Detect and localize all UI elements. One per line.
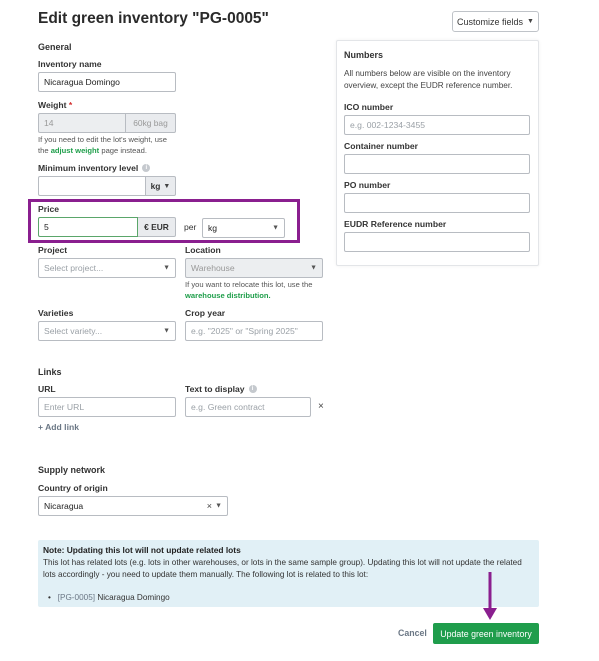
- related-lot-item: [48, 592, 170, 604]
- cancel-button[interactable]: Cancel: [398, 628, 427, 638]
- eudr-reference-label: EUDR Reference number: [344, 219, 447, 229]
- text-to-display-label-text: Text to display: [185, 384, 245, 394]
- project-placeholder: Select project...: [44, 263, 104, 273]
- minimum-inventory-input[interactable]: [38, 176, 146, 196]
- weight-help-text: [38, 135, 167, 156]
- price-unit-value: kg: [208, 223, 218, 233]
- location-value: Warehouse: [191, 263, 235, 273]
- chevron-down-icon: ▼: [310, 264, 317, 272]
- project-label: Project: [38, 245, 68, 255]
- inventory-name-input[interactable]: Nicaragua Domingo: [38, 72, 176, 92]
- minimum-inventory-unit-select[interactable]: [146, 176, 176, 196]
- update-green-inventory-button[interactable]: Update green inventory: [433, 623, 539, 644]
- note-title: Note: Updating this lot will not update related lots: [43, 545, 241, 555]
- related-lot-code[interactable]: [PG-0005]: [57, 593, 96, 602]
- numbers-heading: Numbers: [344, 50, 384, 60]
- chevron-down-icon: ▼: [163, 327, 170, 335]
- weight-input: 14: [38, 113, 126, 133]
- price-input[interactable]: 5: [38, 217, 138, 237]
- remove-link-icon[interactable]: ×: [318, 401, 324, 412]
- related-lot-name: Nicaragua Domingo: [97, 593, 170, 602]
- required-marker: *: [68, 100, 73, 110]
- location-select: [185, 258, 323, 278]
- minimum-unit-value: kg: [150, 181, 161, 191]
- po-number-input[interactable]: [344, 193, 530, 213]
- weight-label: [38, 100, 72, 110]
- chevron-down-icon: ▼: [272, 224, 279, 232]
- weight-help-tail: page instead.: [101, 145, 147, 155]
- location-label: Location: [185, 245, 221, 255]
- numbers-description: All numbers below are visible on the inventory overview, except the EUDR reference number.: [344, 69, 513, 90]
- info-icon[interactable]: i: [249, 385, 257, 393]
- customize-fields-button[interactable]: [452, 11, 539, 32]
- crop-year-input[interactable]: e.g. "2025" or "Spring 2025": [185, 321, 323, 341]
- chevron-down-icon: ▼: [163, 182, 171, 190]
- location-help-line-1: If you want to relocate this lot, use the: [185, 280, 313, 289]
- info-icon[interactable]: i: [142, 164, 150, 172]
- arrow-annotation-icon: [480, 570, 500, 622]
- inventory-name-label: Inventory name: [38, 59, 102, 69]
- minimum-inventory-label-text: Minimum inventory level: [38, 163, 139, 173]
- general-heading: General: [38, 42, 72, 52]
- price-label: Price: [38, 204, 60, 214]
- per-label: per: [184, 222, 197, 232]
- varieties-select[interactable]: [38, 321, 176, 341]
- varieties-placeholder: Select variety...: [44, 326, 103, 336]
- price-currency-addon: € EUR: [138, 217, 176, 237]
- chevron-down-icon: ▼: [527, 18, 534, 25]
- ico-number-input[interactable]: e.g. 002-1234-3455: [344, 115, 530, 135]
- clear-icon[interactable]: ×: [206, 501, 212, 511]
- supply-network-heading: Supply network: [38, 465, 106, 475]
- adjust-weight-link[interactable]: adjust weight: [50, 145, 100, 155]
- chevron-down-icon: ▼: [215, 502, 222, 510]
- page-title: Edit green inventory "PG-0005": [38, 10, 269, 27]
- minimum-inventory-label: [38, 163, 150, 173]
- chevron-down-icon: ▼: [163, 264, 170, 272]
- country-of-origin-select[interactable]: [38, 496, 228, 516]
- warehouse-distribution-link[interactable]: warehouse distribution.: [185, 290, 271, 300]
- text-to-display-label: [185, 384, 257, 394]
- bullet: •: [48, 593, 56, 602]
- country-of-origin-label: Country of origin: [38, 483, 108, 493]
- country-of-origin-value: Nicaragua: [44, 501, 84, 511]
- customize-fields-label: Customize fields: [457, 16, 524, 27]
- links-heading: Links: [38, 367, 62, 377]
- weight-help-line-2: [38, 146, 167, 157]
- note-text: This lot has related lots (e.g. lots in other warehouses, or lots in the same sample group). Updating this lot will not update the related lots accordingly - you need to update them manually. The following lot is related to this lot:: [43, 558, 522, 579]
- ico-number-label: ICO number: [344, 102, 394, 112]
- text-to-display-input[interactable]: e.g. Green contract: [185, 397, 311, 417]
- url-input[interactable]: Enter URL: [38, 397, 176, 417]
- weight-help-the: the: [38, 145, 49, 155]
- crop-year-label: Crop year: [185, 308, 226, 318]
- weight-label-text: Weight: [38, 100, 67, 110]
- url-label: URL: [38, 384, 56, 394]
- varieties-label: Varieties: [38, 308, 74, 318]
- price-unit-select[interactable]: [202, 218, 285, 238]
- weight-unit-addon: 60kg bag: [126, 113, 176, 133]
- container-number-input[interactable]: [344, 154, 530, 174]
- container-number-label: Container number: [344, 141, 419, 151]
- add-link-button[interactable]: + Add link: [38, 422, 79, 432]
- eudr-reference-input[interactable]: [344, 232, 530, 252]
- project-select[interactable]: [38, 258, 176, 278]
- location-help-text: [185, 280, 312, 301]
- weight-help-line-1: If you need to edit the lot's weight, use: [38, 135, 167, 144]
- po-number-label: PO number: [344, 180, 391, 190]
